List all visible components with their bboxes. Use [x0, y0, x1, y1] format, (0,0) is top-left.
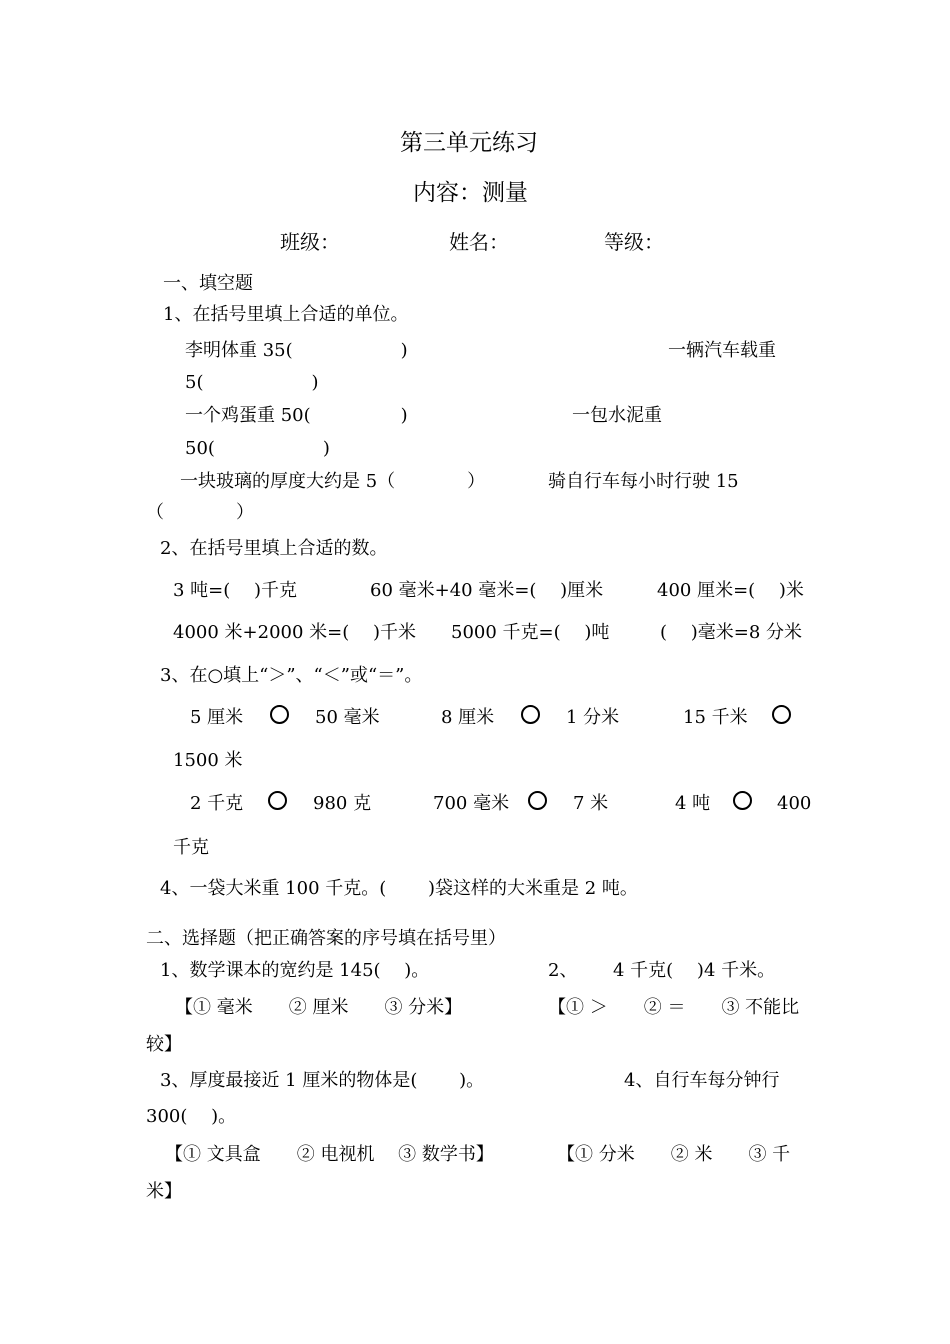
q3-pair3-right: 1500 米: [173, 750, 243, 771]
q3-pair1-right: 50 毫米: [315, 707, 380, 728]
q3-compare-circle-2[interactable]: [521, 705, 540, 724]
q3-pair2-right: 1 分米: [566, 707, 620, 728]
q1-item-f-end: （ ）: [146, 502, 254, 523]
s2-q4-line2: 300( )。: [146, 1106, 237, 1127]
q3-compare-circle-1[interactable]: [270, 705, 289, 724]
class-label: 班级：: [280, 230, 340, 254]
q3-compare-circle-4[interactable]: [268, 791, 287, 810]
q1-item-e: 一块玻璃的厚度大约是 5（ ）: [180, 471, 486, 492]
q1-item-b-end: 5( ): [185, 372, 319, 393]
section1-heading: 一、填空题: [163, 273, 253, 294]
s2-q4-line1: 4、自行车每分钟行: [624, 1070, 780, 1091]
s2-q2-options-line2: 较】: [146, 1034, 182, 1055]
q3-pair5-left: 700 毫米: [433, 793, 510, 814]
q2-r2-c: ( )毫米=8 分米: [660, 622, 803, 643]
q3-pair6-right-unit: 千克: [173, 837, 209, 858]
q2-r1-c: 400 厘米=( )米: [657, 580, 804, 601]
q1-prompt: 1、在括号里填上合适的单位。: [163, 304, 409, 325]
section2-heading: 二、选择题（把正确答案的序号填在括号里）: [146, 928, 506, 949]
s2-q1: 1、数学课本的宽约是 145( )。: [160, 960, 430, 981]
q3-compare-circle-6[interactable]: [733, 791, 752, 810]
s2-q2-options-line1: 【① ＞ ② ＝ ③ 不能比: [548, 997, 800, 1018]
q3-pair3-left: 15 千米: [683, 707, 748, 728]
q1-item-d-start: 一包水泥重: [572, 405, 662, 426]
q3-compare-circle-5[interactable]: [528, 791, 547, 810]
q3-pair6-right-number: 400: [777, 793, 812, 814]
s2-q3-options: 【① 文具盒 ② 电视机 ③ 数学书】: [165, 1144, 494, 1165]
q1-item-c: 一个鸡蛋重 50( ): [185, 405, 408, 426]
q3-prompt: 3、在○填上“＞”、“＜”或“＝”。: [160, 665, 423, 686]
q2-prompt: 2、在括号里填上合适的数。: [160, 538, 388, 559]
q1-item-b-start: 一辆汽车载重: [668, 340, 776, 361]
q3-compare-circle-3[interactable]: [772, 705, 791, 724]
q2-r2-b: 5000 千克=( )吨: [451, 622, 610, 643]
q3-pair5-right: 7 米: [573, 793, 609, 814]
q3-pair4-right: 980 克: [313, 793, 372, 814]
s2-q2-number: 2、: [548, 960, 578, 981]
s2-q2: 4 千克( )4 千米。: [613, 960, 776, 981]
s2-q1-options: 【① 毫米 ② 厘米 ③ 分米】: [175, 997, 463, 1018]
q3-pair1-left: 5 厘米: [190, 707, 244, 728]
s2-q3: 3、厚度最接近 1 厘米的物体是( )。: [160, 1070, 485, 1091]
q3-pair2-left: 8 厘米: [441, 707, 495, 728]
q2-r1-b: 60 毫米+40 毫米=( )厘米: [370, 580, 604, 601]
s2-q4-options-line2: 米】: [146, 1181, 182, 1202]
name-label: 姓名：: [449, 230, 509, 254]
s2-q4-options-line1: 【① 分米 ② 米 ③ 千: [557, 1144, 791, 1165]
q4-prompt: 4、一袋大米重 100 千克。( )袋这样的大米重是 2 吨。: [160, 878, 638, 899]
q1-item-f-start: 骑自行车每小时行驶 15: [548, 471, 739, 492]
page-subtitle: 内容：测量: [413, 180, 528, 206]
q1-item-d-end: 50( ): [185, 438, 330, 459]
q3-pair6-left: 4 吨: [675, 793, 711, 814]
page-title: 第三单元练习: [400, 130, 538, 156]
grade-label: 等级：: [604, 230, 664, 254]
q2-r2-a: 4000 米+2000 米=( )千米: [173, 622, 416, 643]
q1-item-a: 李明体重 35( ): [185, 340, 408, 361]
q3-pair4-left: 2 千克: [190, 793, 244, 814]
q2-r1-a: 3 吨=( )千克: [173, 580, 298, 601]
